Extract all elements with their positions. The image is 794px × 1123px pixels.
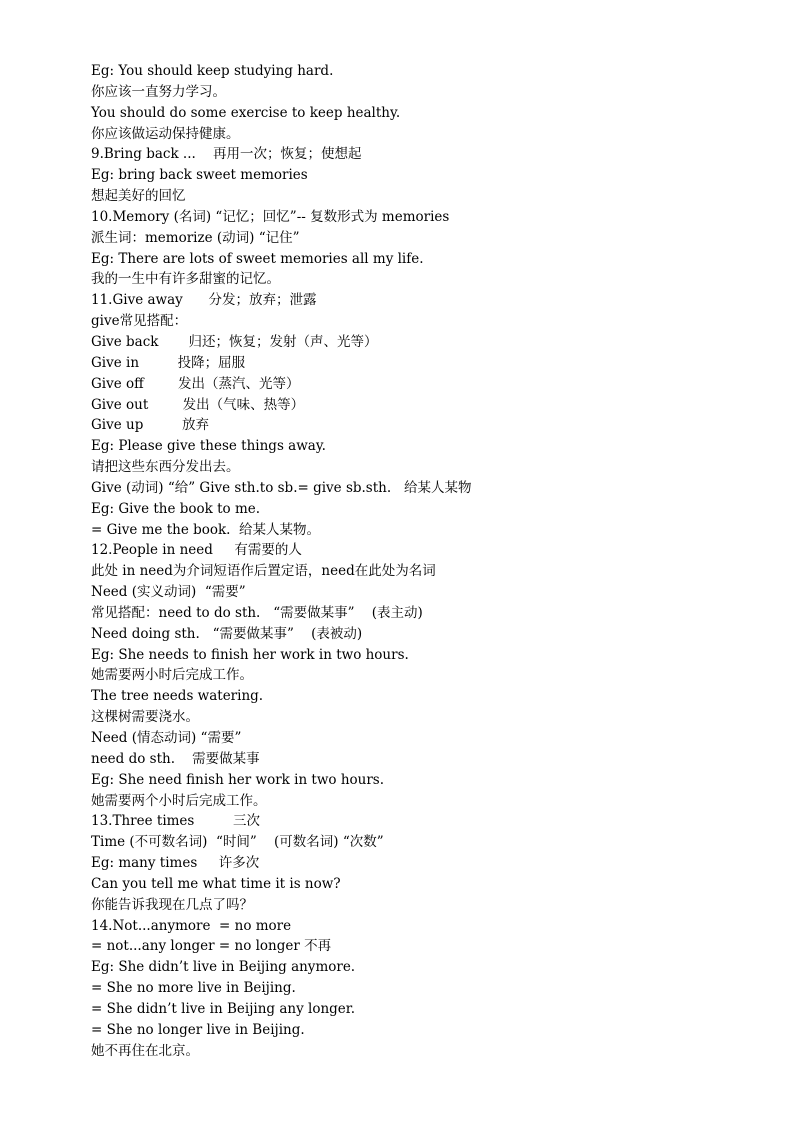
text-line: Time (不可数名词) “时间” (可数名词) “次数” xyxy=(91,834,384,851)
text-line: Eg: She didn’t live in Beijing anymore. xyxy=(91,959,356,976)
document-page xyxy=(91,61,751,1062)
text-line: 12.People in need 有需要的人 xyxy=(91,542,302,559)
text-line: 这棵树需要浇水。 xyxy=(91,709,199,726)
text-line: 13.Three times 三次 xyxy=(91,813,260,830)
text-line: 请把这些东西分发出去。 xyxy=(91,459,240,476)
text-line: Give off 发出（蒸汽、光等） xyxy=(91,375,300,392)
text-line: = She no more live in Beijing. xyxy=(91,980,296,997)
text-line: = Give me the book. 给某人某物。 xyxy=(91,521,321,538)
text-line: 10.Memory (名词) “记忆；回忆”-- 复数形式为 memories xyxy=(91,208,450,225)
text-line: = She no longer live in Beijing. xyxy=(91,1021,305,1038)
text-line: 你应该做运动保持健康。 xyxy=(91,125,240,142)
text-line: The tree needs watering. xyxy=(91,688,264,705)
text-line: Eg: Give the book to me. xyxy=(91,500,261,517)
text-line: 我的一生中有许多甜蜜的记忆。 xyxy=(91,271,280,288)
text-line: Give out 发出（气味、热等） xyxy=(91,396,305,413)
text-line: Can you tell me what time it is now? xyxy=(91,875,341,892)
text-line: Eg: She need finish her work in two hours. xyxy=(91,771,385,788)
text-line: 她需要两个小时后完成工作。 xyxy=(91,792,267,809)
text-line: Eg: She needs to finish her work in two hours. xyxy=(91,646,409,663)
text-line: = not...any longer = no longer 不再 xyxy=(91,938,332,955)
text-line: 9.Bring back ... 再用一次；恢复；使想起 xyxy=(91,146,362,163)
text-line: Eg: bring back sweet memories xyxy=(91,167,308,184)
text-line: 常见搭配：need to do sth. “需要做某事” (表主动) xyxy=(91,604,423,621)
text-line: = She didn’t live in Beijing any longer. xyxy=(91,1000,356,1017)
text-line: 你能告诉我现在几点了吗？ xyxy=(91,896,253,913)
text-line: Eg: You should keep studying hard. xyxy=(91,63,334,79)
text-line: Eg: many times 许多次 xyxy=(91,855,260,872)
text-line: Give in 投降；屈服 xyxy=(91,354,246,371)
text-line: 11.Give away 分发；放弃；泄露 xyxy=(91,292,317,309)
text-line: Need doing sth. “需要做某事” (表被动) xyxy=(91,625,363,642)
text-line: 14.Not...anymore = no more xyxy=(91,917,292,934)
text-line: Need (实义动词) “需要” xyxy=(91,584,246,601)
text-line: give常见搭配： xyxy=(91,313,188,330)
text-line: Give back 归还；恢复；发射（声、光等） xyxy=(91,333,378,350)
text-line: 派生词：memorize (动词) “记住” xyxy=(91,229,300,246)
text-line: Eg: Please give these things away. xyxy=(91,438,326,455)
text-line: Give (动词) “给” Give sth.to sb.= give sb.sth. 给某人某物 xyxy=(91,479,472,496)
text-line: 她需要两小时后完成工作。 xyxy=(91,667,253,684)
text-line: 你应该一直努力学习。 xyxy=(91,83,226,100)
text-line: need do sth. 需要做某事 xyxy=(91,750,260,767)
text-line: 想起美好的回忆 xyxy=(91,188,186,205)
text-line: You should do some exercise to keep healthy. xyxy=(91,104,401,121)
text-line: Need (情态动词) “需要” xyxy=(91,730,242,746)
text-line: 此处 in need为介词短语作后置定语，need在此处为名词 xyxy=(91,563,436,580)
text-line: Eg: There are lots of sweet memories all my life. xyxy=(91,250,424,267)
text-line: 她不再住在北京。 xyxy=(91,1042,199,1059)
text-line: Give up 放弃 xyxy=(91,417,209,434)
